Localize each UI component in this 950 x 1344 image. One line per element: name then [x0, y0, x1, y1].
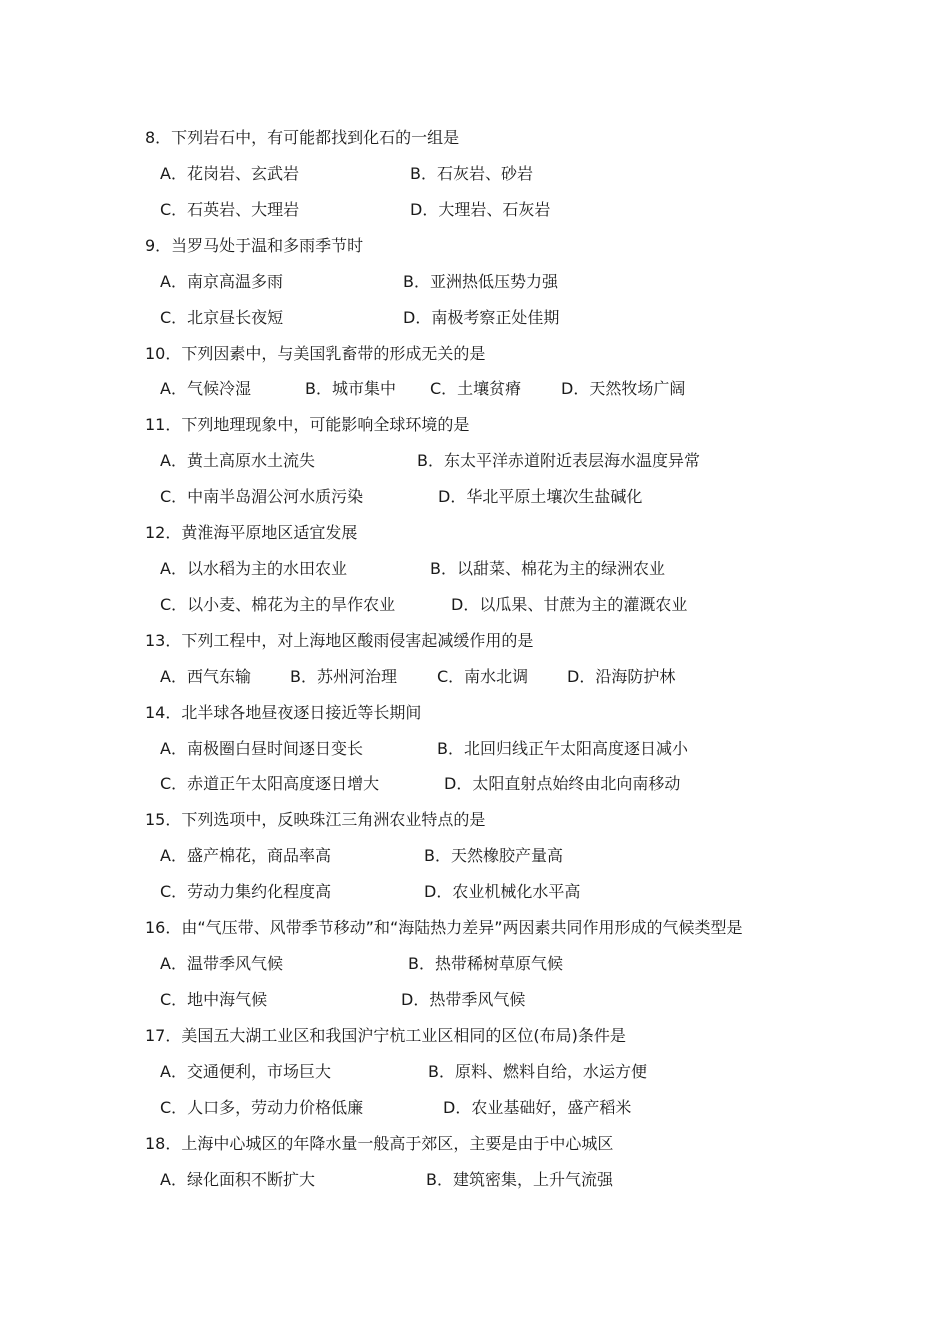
question-15-option-d: D．农业机械化水平高	[424, 882, 581, 901]
question-17-stem: 17．美国五大湖工业区和我国沪宁杭工业区相同的区位(布局)条件是	[145, 1026, 626, 1045]
question-9-option-b: B．亚洲热低压势力强	[403, 272, 558, 291]
question-9-option-a: A．南京高温多雨	[160, 272, 283, 291]
question-9-option-c: C．北京昼长夜短	[160, 308, 284, 327]
question-16-option-c: C．地中海气候	[160, 990, 268, 1009]
question-10-option-c: C．土壤贫瘠	[430, 379, 522, 398]
question-10-option-d: D．天然牧场广阔	[561, 379, 686, 398]
question-14-option-a: A．南极圈白昼时间逐日变长	[160, 739, 363, 758]
question-9-stem: 9．当罗马处于温和多雨季节时	[145, 236, 364, 255]
question-11-option-c: C．中南半岛湄公河水质污染	[160, 487, 364, 506]
question-18-stem: 18．上海中心城区的年降水量一般高于郊区，主要是由于中心城区	[145, 1134, 614, 1153]
question-16-option-a: A．温带季风气候	[160, 954, 283, 973]
question-8-option-a: A．花岗岩、玄武岩	[160, 164, 299, 183]
question-13-option-b: B．苏州河治理	[290, 667, 397, 686]
question-17-option-d: D．农业基础好，盛产稻米	[443, 1098, 632, 1117]
question-14-option-d: D．太阳直射点始终由北向南移动	[444, 774, 681, 793]
question-11-option-d: D．华北平原土壤次生盐碱化	[438, 487, 643, 506]
question-18-option-a: A．绿化面积不断扩大	[160, 1170, 315, 1189]
question-14-option-c: C．赤道正午太阳高度逐日增大	[160, 774, 380, 793]
question-17-option-a: A．交通便利，市场巨大	[160, 1062, 331, 1081]
question-8-option-b: B．石灰岩、砂岩	[410, 164, 533, 183]
question-12-option-b: B．以甜菜、棉花为主的绿洲农业	[430, 559, 665, 578]
question-12-option-c: C．以小麦、棉花为主的旱作农业	[160, 595, 396, 614]
question-8-stem: 8．下列岩石中，有可能都找到化石的一组是	[145, 128, 460, 147]
question-14-option-b: B．北回归线正午太阳高度逐日减小	[437, 739, 688, 758]
question-13-stem: 13．下列工程中，对上海地区酸雨侵害起减缓作用的是	[145, 631, 534, 650]
question-10-option-b: B．城市集中	[305, 379, 396, 398]
question-12-option-d: D．以瓜果、甘蔗为主的灌溉农业	[451, 595, 688, 614]
question-15-option-b: B．天然橡胶产量高	[424, 846, 563, 865]
question-15-option-a: A．盛产棉花，商品率高	[160, 846, 331, 865]
question-17-option-b: B．原料、燃料自给，水运方便	[428, 1062, 647, 1081]
question-13-option-d: D．沿海防护林	[567, 667, 676, 686]
question-16-option-b: B．热带稀树草原气候	[408, 954, 563, 973]
question-8-option-c: C．石英岩、大理岩	[160, 200, 300, 219]
question-13-option-c: C．南水北调	[437, 667, 529, 686]
question-17-option-c: C．人口多，劳动力价格低廉	[160, 1098, 364, 1117]
question-16-option-d: D．热带季风气候	[401, 990, 526, 1009]
question-11-option-b: B．东太平洋赤道附近表层海水温度异常	[417, 451, 700, 470]
question-9-option-d: D．南极考察正处佳期	[403, 308, 560, 327]
question-11-stem: 11．下列地理现象中，可能影响全球环境的是	[145, 415, 470, 434]
question-11-option-a: A．黄土高原水土流失	[160, 451, 315, 470]
question-14-stem: 14．北半球各地昼夜逐日接近等长期间	[145, 703, 422, 722]
question-18-option-b: B．建筑密集，上升气流强	[426, 1170, 613, 1189]
question-10-option-a: A．气候冷湿	[160, 379, 251, 398]
question-8-option-d: D．大理岩、石灰岩	[410, 200, 551, 219]
question-12-option-a: A．以水稻为主的水田农业	[160, 559, 347, 578]
question-10-stem: 10．下列因素中，与美国乳畜带的形成无关的是	[145, 344, 486, 363]
question-13-option-a: A．西气东输	[160, 667, 251, 686]
question-15-option-c: C．劳动力集约化程度高	[160, 882, 332, 901]
question-16-stem: 16．由“气压带、风带季节移动”和“海陆热力差异”两因素共同作用形成的气候类型是	[145, 918, 743, 937]
question-12-stem: 12．黄淮海平原地区适宜发展	[145, 523, 358, 542]
question-15-stem: 15．下列选项中，反映珠江三角洲农业特点的是	[145, 810, 486, 829]
